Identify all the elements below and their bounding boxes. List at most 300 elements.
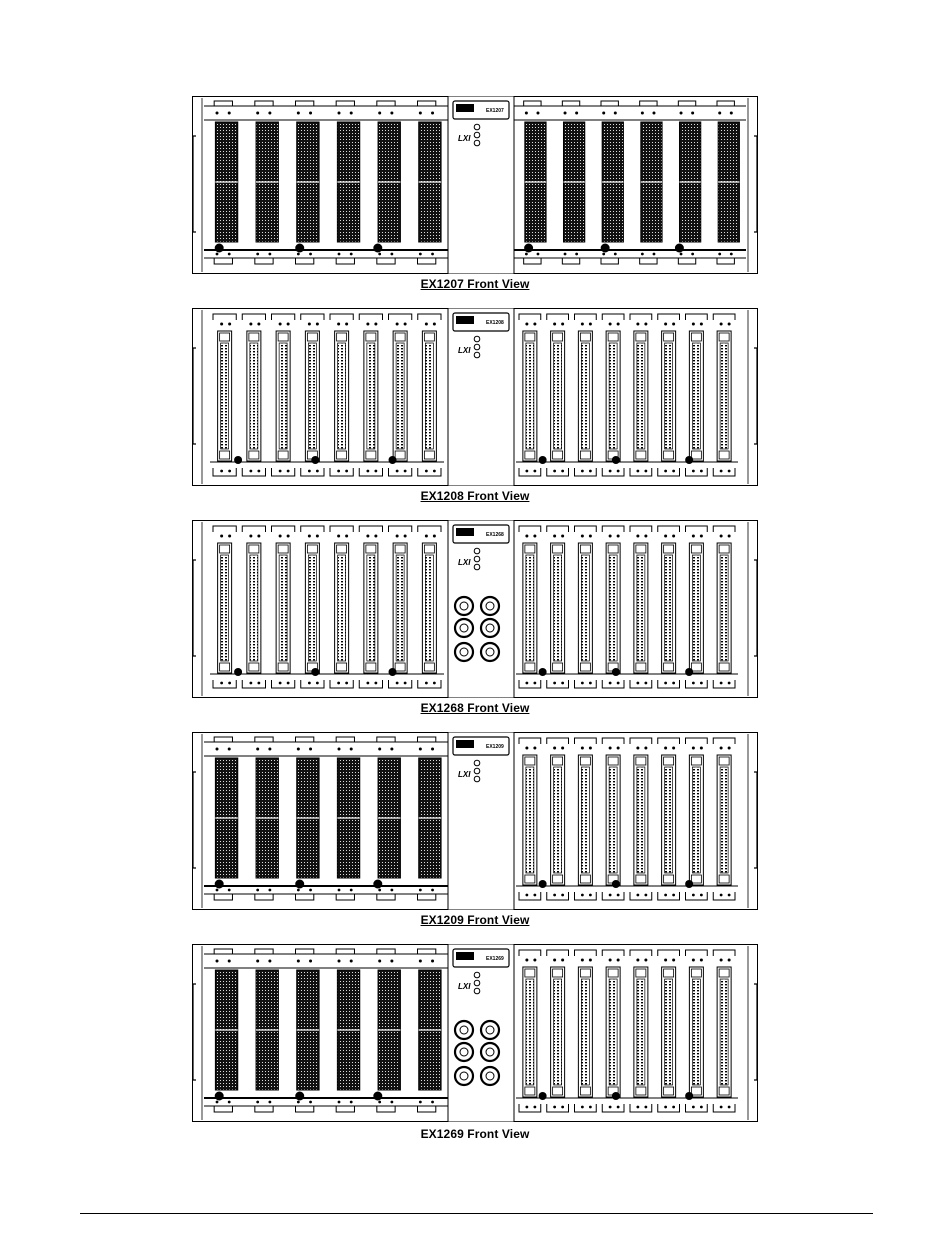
slot-ejector xyxy=(553,545,563,553)
screw xyxy=(581,894,584,897)
screw xyxy=(537,253,540,256)
slot-ejector xyxy=(608,333,618,341)
screw xyxy=(718,112,721,115)
screw xyxy=(609,470,612,473)
screw xyxy=(602,253,605,256)
screw xyxy=(728,323,731,326)
screw xyxy=(257,535,260,538)
bnc-connector-core xyxy=(486,602,494,610)
screw xyxy=(533,894,536,897)
slot-ejector xyxy=(307,545,317,553)
screw xyxy=(720,747,723,750)
slot-ejector xyxy=(366,663,376,671)
bnc-connector-core xyxy=(460,1048,468,1056)
screw xyxy=(553,894,556,897)
slot-connector xyxy=(609,979,617,1085)
screw xyxy=(553,682,556,685)
view-ex1209 xyxy=(192,732,758,927)
slot-connector xyxy=(637,555,645,661)
center-panel xyxy=(448,96,514,274)
mount-hole xyxy=(685,456,693,464)
screw xyxy=(431,253,434,256)
screw xyxy=(425,682,428,685)
screw xyxy=(672,682,675,685)
slot-ejector xyxy=(580,663,590,671)
screw xyxy=(728,682,731,685)
screw xyxy=(644,894,647,897)
screw xyxy=(664,682,667,685)
screw xyxy=(338,889,341,892)
slot-ejector xyxy=(424,333,434,341)
slot-connector xyxy=(554,343,562,449)
mount-hole xyxy=(685,668,693,676)
slot-connector xyxy=(692,343,700,449)
screw xyxy=(533,535,536,538)
slot-connector xyxy=(367,555,375,661)
screw xyxy=(581,747,584,750)
bnc-connector-core xyxy=(486,1048,494,1056)
caption-ex1269: EX1269 Front View xyxy=(420,1127,530,1141)
slot-ejector xyxy=(337,451,347,459)
slot-ejector xyxy=(424,663,434,671)
slot-ejector xyxy=(719,875,729,883)
slot-connector xyxy=(554,979,562,1085)
mount-hole xyxy=(612,668,620,676)
slot-ejector xyxy=(719,757,729,765)
slot-connector xyxy=(692,555,700,661)
screw xyxy=(433,682,436,685)
status-led-icon xyxy=(474,344,480,350)
screw xyxy=(525,959,528,962)
mount-hole xyxy=(373,880,382,889)
mount-hole xyxy=(234,456,242,464)
screw xyxy=(268,748,271,751)
screw xyxy=(692,747,695,750)
slot-ejector xyxy=(278,451,288,459)
mount-hole xyxy=(311,668,319,676)
screw xyxy=(644,1106,647,1109)
caption-ex1209: EX1209 Front View xyxy=(420,913,530,927)
screw xyxy=(720,1106,723,1109)
screw xyxy=(636,535,639,538)
mount-hole xyxy=(612,1092,620,1100)
screw xyxy=(589,682,592,685)
slot-ejector xyxy=(395,545,405,553)
screw xyxy=(525,112,528,115)
screw xyxy=(404,323,407,326)
screw xyxy=(216,889,219,892)
slot-ejector xyxy=(553,1087,563,1095)
screw xyxy=(609,894,612,897)
screw xyxy=(700,747,703,750)
chassis-ex1208 xyxy=(192,308,758,486)
screw xyxy=(636,894,639,897)
footer-rule xyxy=(80,1213,873,1214)
slot-connector xyxy=(665,555,673,661)
slot-ejector xyxy=(719,545,729,553)
screw xyxy=(338,112,341,115)
mount-hole xyxy=(612,456,620,464)
screw xyxy=(268,889,271,892)
mount-hole xyxy=(539,668,547,676)
center-module xyxy=(448,732,514,910)
slot-connector xyxy=(692,979,700,1085)
screw xyxy=(581,959,584,962)
screw xyxy=(609,747,612,750)
screw xyxy=(297,960,300,963)
screw xyxy=(672,323,675,326)
mount-hole xyxy=(295,880,304,889)
slot-ejector xyxy=(525,545,535,553)
slot-connector xyxy=(396,343,404,449)
lxi-logo-icon: LXI xyxy=(458,134,471,143)
mount-hole xyxy=(675,244,684,253)
screw xyxy=(220,682,223,685)
center-module xyxy=(448,944,514,1122)
mount-hole xyxy=(373,244,382,253)
chassis-ex1207 xyxy=(192,96,758,274)
screw xyxy=(308,535,311,538)
slot-connector xyxy=(554,767,562,873)
screw xyxy=(309,112,312,115)
screw xyxy=(589,1106,592,1109)
screw xyxy=(390,112,393,115)
screw xyxy=(220,470,223,473)
status-led-icon xyxy=(474,124,480,130)
screw xyxy=(220,323,223,326)
status-led-icon xyxy=(474,140,480,146)
slot-connector xyxy=(637,979,645,1085)
slot-connector xyxy=(526,343,534,449)
status-led-icon xyxy=(474,132,480,138)
screw xyxy=(256,112,259,115)
slot-ejector xyxy=(337,333,347,341)
slot-ejector xyxy=(278,333,288,341)
screw xyxy=(256,748,259,751)
screw xyxy=(425,470,428,473)
mount-hole xyxy=(539,1092,547,1100)
slot-ejector xyxy=(278,663,288,671)
slot-ejector xyxy=(636,545,646,553)
screw xyxy=(309,960,312,963)
screw xyxy=(268,960,271,963)
screw xyxy=(561,747,564,750)
slot-ejector xyxy=(608,545,618,553)
slot-ejector xyxy=(691,757,701,765)
screw xyxy=(617,323,620,326)
screw xyxy=(609,323,612,326)
screw xyxy=(390,960,393,963)
screw xyxy=(216,112,219,115)
caption-ex1207: EX1207 Front View xyxy=(420,277,530,291)
lxi-logo-icon: LXI xyxy=(458,558,471,567)
screw xyxy=(700,535,703,538)
model-label: EX1207 xyxy=(486,108,504,114)
slot-ejector xyxy=(366,333,376,341)
mount-hole xyxy=(389,456,397,464)
slot-connector xyxy=(720,555,728,661)
slot-connector xyxy=(221,343,229,449)
slot-ejector xyxy=(249,545,259,553)
screw xyxy=(609,535,612,538)
screw xyxy=(256,960,259,963)
mount-hole xyxy=(234,668,242,676)
screw xyxy=(614,112,617,115)
screw xyxy=(433,470,436,473)
screw xyxy=(309,1101,312,1104)
screw xyxy=(316,323,319,326)
screw xyxy=(525,535,528,538)
bnc-connector-core xyxy=(460,624,468,632)
slot-ejector xyxy=(691,545,701,553)
screw xyxy=(553,747,556,750)
screw xyxy=(730,112,733,115)
model-label: EX1209 xyxy=(486,744,504,750)
view-ex1269 xyxy=(192,944,758,1141)
screw xyxy=(728,470,731,473)
slot-ejector xyxy=(719,663,729,671)
slot-connector xyxy=(720,767,728,873)
screw xyxy=(256,1101,259,1104)
slot-ejector xyxy=(366,451,376,459)
slot-ejector xyxy=(636,663,646,671)
slot-ejector xyxy=(525,969,535,977)
status-led-icon xyxy=(474,972,480,978)
screw xyxy=(345,470,348,473)
screw xyxy=(220,535,223,538)
screw xyxy=(533,1106,536,1109)
slot-ejector xyxy=(525,663,535,671)
screw xyxy=(728,959,731,962)
screw xyxy=(404,682,407,685)
screw xyxy=(378,960,381,963)
slot-ejector xyxy=(220,663,230,671)
screw xyxy=(533,747,536,750)
slot-ejector xyxy=(636,969,646,977)
slot-connector xyxy=(308,555,316,661)
screw xyxy=(228,960,231,963)
center-module xyxy=(448,520,514,698)
screw xyxy=(279,682,282,685)
screw xyxy=(308,682,311,685)
screw xyxy=(700,959,703,962)
screw xyxy=(268,112,271,115)
screw xyxy=(581,535,584,538)
screw xyxy=(720,682,723,685)
slot-connector xyxy=(720,979,728,1085)
screw xyxy=(553,323,556,326)
bnc-connector-core xyxy=(460,648,468,656)
screw xyxy=(617,959,620,962)
screw xyxy=(256,889,259,892)
screw xyxy=(390,1101,393,1104)
slot-connector xyxy=(665,979,673,1085)
lxi-logo-icon: LXI xyxy=(458,346,471,355)
mount-hole xyxy=(295,1092,304,1101)
screw xyxy=(316,682,319,685)
slot-ejector xyxy=(608,757,618,765)
screw xyxy=(533,959,536,962)
screw xyxy=(374,682,377,685)
slot-connector xyxy=(425,343,433,449)
screw xyxy=(692,894,695,897)
screw xyxy=(561,1106,564,1109)
screw xyxy=(728,894,731,897)
slot-ejector xyxy=(553,663,563,671)
screw xyxy=(228,1101,231,1104)
slot-ejector xyxy=(525,451,535,459)
mount-hole xyxy=(215,244,224,253)
screw xyxy=(672,747,675,750)
screw xyxy=(350,960,353,963)
status-led-icon xyxy=(474,988,480,994)
center-panel xyxy=(448,308,514,486)
screw xyxy=(664,894,667,897)
slot-connector xyxy=(609,767,617,873)
view-ex1207 xyxy=(192,96,758,291)
mount-hole xyxy=(524,244,533,253)
slot-ejector xyxy=(691,333,701,341)
screw xyxy=(297,253,300,256)
screw xyxy=(390,748,393,751)
screw xyxy=(644,323,647,326)
slot-ejector xyxy=(553,757,563,765)
screw xyxy=(378,253,381,256)
screw xyxy=(297,112,300,115)
screw xyxy=(345,323,348,326)
screw xyxy=(316,470,319,473)
model-label: EX1268 xyxy=(486,532,504,538)
slot-ejector xyxy=(691,969,701,977)
slot-connector xyxy=(367,343,375,449)
screw xyxy=(396,470,399,473)
screw xyxy=(636,747,639,750)
screw xyxy=(404,470,407,473)
slot-connector xyxy=(221,555,229,661)
slot-connector xyxy=(279,343,287,449)
slot-ejector xyxy=(525,875,535,883)
slot-ejector xyxy=(337,545,347,553)
status-led-icon xyxy=(474,556,480,562)
slot-ejector xyxy=(664,1087,674,1095)
screw xyxy=(700,323,703,326)
slot-ejector xyxy=(636,333,646,341)
vti-logo-mark xyxy=(456,528,474,536)
screw xyxy=(636,1106,639,1109)
screw xyxy=(672,894,675,897)
screw xyxy=(561,535,564,538)
vti-logo-mark xyxy=(456,104,474,112)
screw xyxy=(228,889,231,892)
screw xyxy=(553,959,556,962)
view-ex1208 xyxy=(192,308,758,503)
slot-ejector xyxy=(220,451,230,459)
screw xyxy=(533,682,536,685)
screw xyxy=(337,470,340,473)
screw xyxy=(337,323,340,326)
mount-hole xyxy=(539,880,547,888)
slot-ejector xyxy=(691,875,701,883)
screw xyxy=(525,747,528,750)
slot-ejector xyxy=(691,663,701,671)
screw xyxy=(316,535,319,538)
slot-connector xyxy=(526,555,534,661)
screw xyxy=(268,1101,271,1104)
slot-ejector xyxy=(249,333,259,341)
screw xyxy=(350,748,353,751)
screw xyxy=(718,253,721,256)
slot-connector xyxy=(609,555,617,661)
caption-ex1268: EX1268 Front View xyxy=(420,701,530,715)
screw xyxy=(644,682,647,685)
screw xyxy=(419,253,422,256)
slot-ejector xyxy=(719,333,729,341)
screw xyxy=(525,253,528,256)
screw xyxy=(350,1101,353,1104)
screw xyxy=(700,682,703,685)
screw xyxy=(228,253,231,256)
screw xyxy=(617,894,620,897)
center-module xyxy=(448,308,514,486)
slot-connector xyxy=(308,343,316,449)
slot-connector xyxy=(250,343,258,449)
mount-hole xyxy=(612,880,620,888)
slot-ejector xyxy=(664,969,674,977)
screw xyxy=(692,470,695,473)
slot-ejector xyxy=(608,969,618,977)
screw xyxy=(308,470,311,473)
screw xyxy=(581,323,584,326)
screw xyxy=(279,535,282,538)
slot-ejector xyxy=(366,545,376,553)
status-led-icon xyxy=(474,352,480,358)
screw xyxy=(553,470,556,473)
screw xyxy=(228,112,231,115)
slot-ejector xyxy=(691,451,701,459)
status-led-icon xyxy=(474,336,480,342)
slot-connector xyxy=(554,555,562,661)
screw xyxy=(589,470,592,473)
slot-connector xyxy=(637,343,645,449)
status-led-icon xyxy=(474,776,480,782)
screw xyxy=(720,470,723,473)
screw xyxy=(720,959,723,962)
slot-connector xyxy=(637,767,645,873)
screw xyxy=(419,960,422,963)
screw xyxy=(692,682,695,685)
mount-hole xyxy=(685,1092,693,1100)
screw xyxy=(350,253,353,256)
slot-ejector xyxy=(553,875,563,883)
slot-ejector xyxy=(525,333,535,341)
screw xyxy=(249,323,252,326)
screw xyxy=(589,323,592,326)
screw xyxy=(644,535,647,538)
screw xyxy=(564,253,567,256)
screw xyxy=(279,323,282,326)
screw xyxy=(366,682,369,685)
slot-ejector xyxy=(664,663,674,671)
screw xyxy=(691,112,694,115)
screw xyxy=(614,253,617,256)
bnc-connector-core xyxy=(460,1026,468,1034)
screw xyxy=(641,112,644,115)
screw xyxy=(644,747,647,750)
screw xyxy=(564,112,567,115)
screw xyxy=(730,253,733,256)
screw xyxy=(720,535,723,538)
screw xyxy=(644,470,647,473)
